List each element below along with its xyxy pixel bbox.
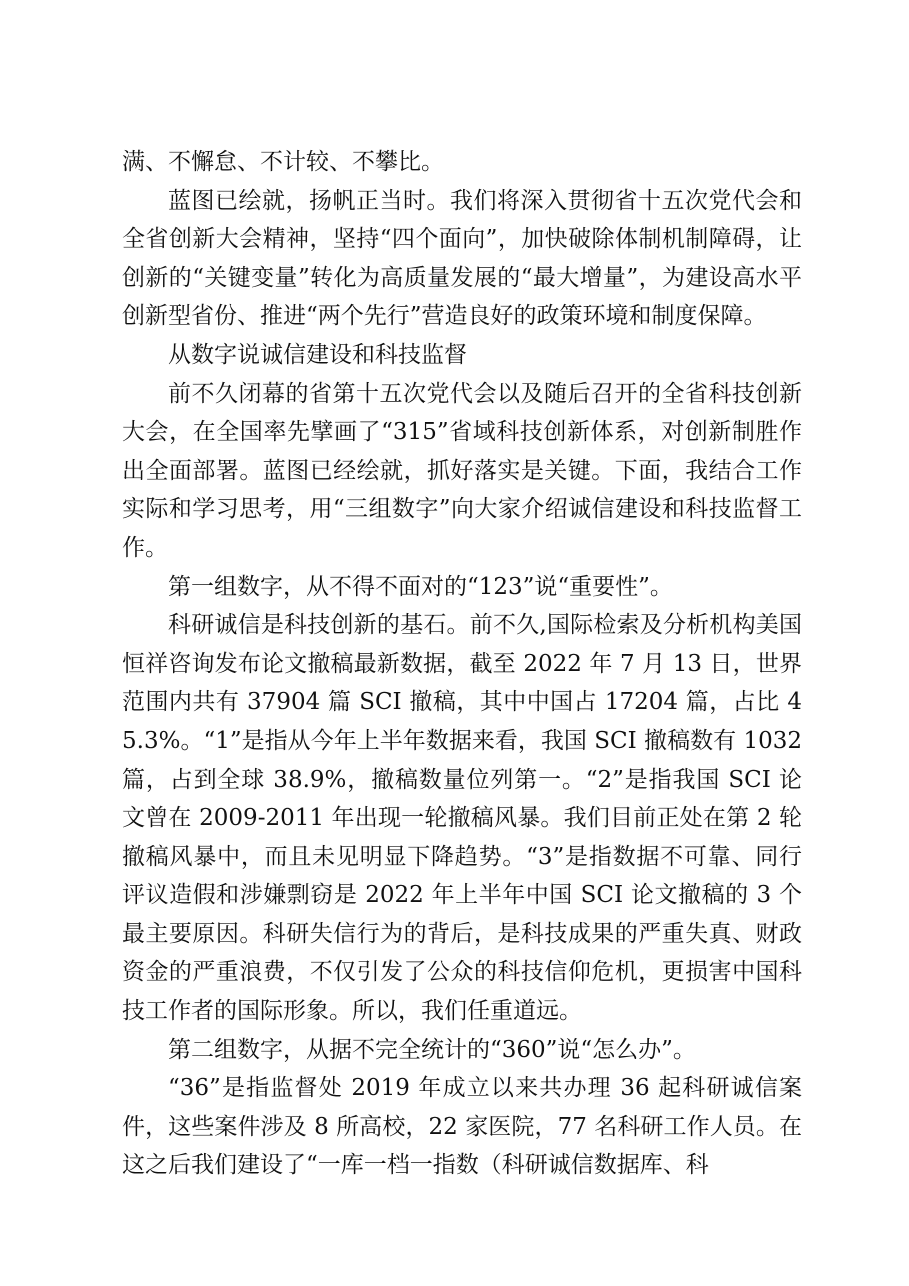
paragraph-research-integrity: 科研诚信是科技创新的基石。前不久,国际检索及分析机构美国恒祥咨询发布论文撤稿最新数据，截至 2022 年 7 月 13 日，世界范围内共有 37904 篇 SCI 撤稿，其中中国占 17204 篇，占比 45.3%。“1”是指从今年上半年数据来看，我国 SCI 撤稿数有 1032 篇，占到全球 38.9%，撤稿数量位列第一。“2”是指我国 SCI 论文曾在 2009-2011 年出现一轮撤稿风暴。我们目前正处在第 2 轮撤稿风暴中，而且未见明显下降趋势。“3”是指数据不可靠、同行评议造假和涉嫌剽窃是 2022 年上半年中国 SCI 论文撤稿的 3 个最主要原因。科研失信行为的背后，是科技成果的严重失真、财政资金的严重浪费，不仅引发了公众的科技信仰危机，更损害中国科技工作者的国际形象。所以，我们任重道远。 <box>122 612 802 1025</box>
paragraph-blueprint: 蓝图已绘就，扬帆正当时。我们将深入贯彻省十五次党代会和全省创新大会精神，坚持“四个面向”，加快破除体制机制障碍，让创新的“关键变量”转化为高质量发展的“最大增量”，为建设高水平创新型省份、推进“两个先行”营造良好的政策环境和制度保障。 <box>122 187 802 330</box>
section-heading: 从数字说诚信建设和科技监督 <box>168 341 467 368</box>
paragraph-cases: “36”是指监督处 2019 年成立以来共办理 36 起科研诚信案件，这些案件涉及 8 所高校，22 家医院，77 名科研工作人员。在这之后我们建设了“一库一档一指数（科研诚信数据库、科 <box>122 1075 802 1179</box>
document-body <box>122 143 802 1185</box>
paragraph-continuation: 满、不懈怠、不计较、不攀比。 <box>122 149 444 175</box>
paragraph-intro: 前不久闭幕的省第十五次党代会以及随后召开的全省科技创新大会，在全国率先擘画了“315”省域科技创新体系，对创新制胜作出全面部署。蓝图已经绘就，抓好落实是关键。下面，我结合工作实际和学习思考，用“三组数字”向大家介绍诚信建设和科技监督工作。 <box>122 380 802 561</box>
paragraph-second-group-heading: 第二组数字，从据不完全统计的“360”说“怎么办”。 <box>168 1036 696 1063</box>
paragraph-first-group-heading: 第一组数字，从不得不面对的“123”说“重要性”。 <box>168 573 673 600</box>
